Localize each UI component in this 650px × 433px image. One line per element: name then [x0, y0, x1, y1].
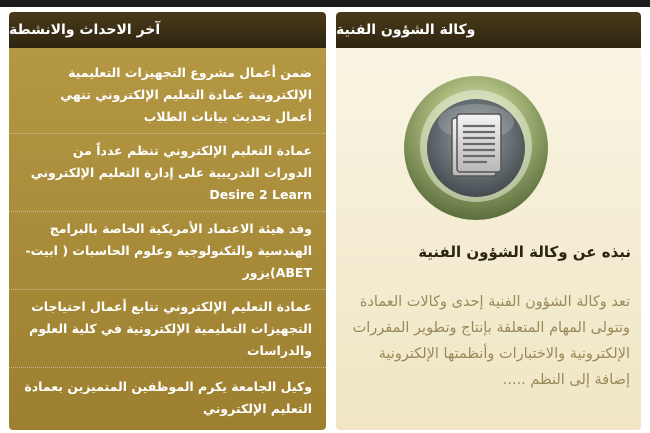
- news-list: [9, 56, 326, 426]
- news-item[interactable]: عمادة التعليم الإلكتروني تنظم عدداً من الدورات التدريبية على إدارة التعليم الإلكتروني Desire 2 Learn: [9, 134, 326, 212]
- news-panel: [9, 12, 326, 430]
- news-item[interactable]: وفد هيئة الاعتماد الأمريكية الخاصة بالبرامج الهندسية والتكنولوجية وعلوم الحاسبات ( ابيت-ABET)يزور: [9, 212, 326, 290]
- news-item[interactable]: ضمن أعمال مشروع التجهيزات التعليمية الإلكترونية عمادة التعليم الإلكتروني تنهي أعمال تحديث بيانات الطلاب: [9, 56, 326, 134]
- news-panel-title: آخر الاحداث والانشطة: [9, 12, 326, 48]
- news-item[interactable]: وكيل الجامعة يكرم الموظفين المتميزين بعمادة التعليم الإلكتروني: [24, 379, 312, 416]
- news-item[interactable]: عمادة التعليم الإلكتروني تتابع أعمال احتياجات التجهيزات التعليمية الإلكترونية في كلية العلوم والدراسات: [9, 290, 326, 368]
- top-bar: [0, 0, 650, 7]
- agency-panel: [336, 12, 641, 430]
- document-icon: [402, 74, 550, 222]
- agency-about-heading: نبذه عن وكالة الشؤون الفنية: [418, 243, 631, 261]
- agency-panel-title: وكالة الشؤون الفنية: [336, 12, 641, 48]
- agency-description: تعد وكالة الشؤون الفنية إحدى وكالات العمادة وتتولى المهام المتعلقة بإنتاج وتطوير المقررات الإلكترونية والاختبارات وأنظمتها الإلكترونية إضافة إلى النظم .....: [352, 294, 630, 388]
